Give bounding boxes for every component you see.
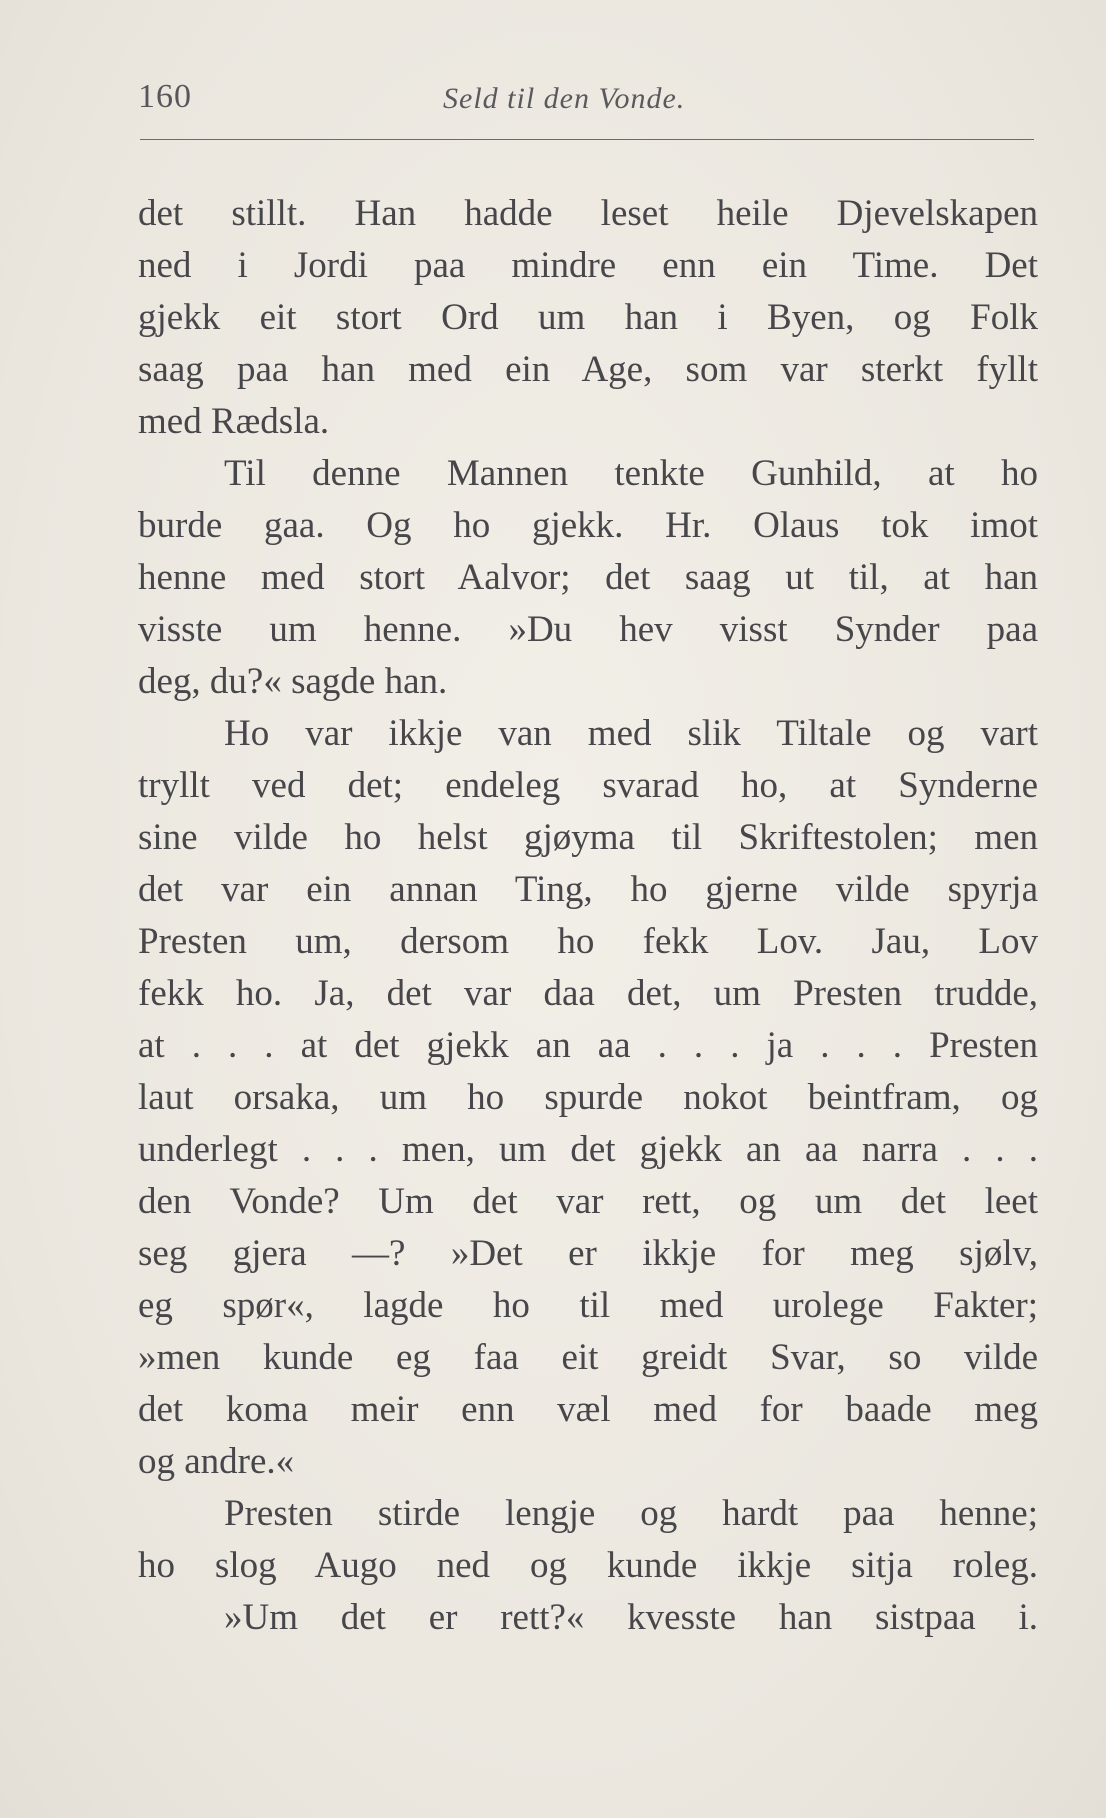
text-line: med Rædsla.	[138, 401, 330, 442]
text-line: og andre.«	[138, 1441, 295, 1482]
text-line: underlegt . . . men, um det gjekk an aa narra . . .	[138, 1129, 1038, 1170]
text-line: laut orsaka, um ho spurde nokot beintfram, og	[138, 1077, 1038, 1118]
running-title: Seld til den Vonde.	[443, 82, 686, 115]
text-line: henne med stort Aalvor; det saag ut til, at han	[138, 557, 1038, 598]
text-line: det stillt. Han hadde leset heile Djevelskapen	[138, 193, 1038, 234]
page-header	[138, 70, 1038, 120]
text-line: deg, du?« sagde han.	[138, 661, 448, 702]
text-line: Presten um, dersom ho fekk Lov. Jau, Lov	[138, 921, 1038, 962]
page-number: 160	[138, 78, 192, 115]
text-line: det var ein annan Ting, ho gjerne vilde spyrja	[138, 869, 1038, 910]
text-line: ned i Jordi paa mindre enn ein Time. Det	[138, 245, 1038, 286]
text-line: tryllt ved det; endeleg svarad ho, at Synderne	[138, 765, 1038, 806]
text-line: seg gjera —? »Det er ikkje for meg sjølv,	[138, 1233, 1038, 1274]
text-line: fekk ho. Ja, det var daa det, um Presten trudde,	[138, 973, 1038, 1014]
text-line: at . . . at det gjekk an aa . . . ja . . . Presten	[138, 1025, 1038, 1066]
text-line: Til denne Mannen tenkte Gunhild, at ho	[224, 453, 1038, 494]
text-line: Ho var ikkje van med slik Tiltale og vart	[224, 713, 1038, 754]
text-line: den Vonde? Um det var rett, og um det leet	[138, 1181, 1038, 1222]
text-line: visste um henne. »Du hev visst Synder paa	[138, 609, 1038, 650]
text-line: »Um det er rett?« kvesste han sistpaa i.	[224, 1597, 1038, 1638]
text-line: »men kunde eg faa eit greidt Svar, so vilde	[138, 1337, 1038, 1378]
text-line: burde gaa. Og ho gjekk. Hr. Olaus tok imot	[138, 505, 1038, 546]
body-text	[138, 188, 1038, 1644]
text-line: saag paa han med ein Age, som var sterkt fyllt	[138, 349, 1038, 390]
header-rule	[140, 139, 1034, 140]
text-line: Presten stirde lengje og hardt paa henne;	[224, 1493, 1038, 1534]
text-line: ho slog Augo ned og kunde ikkje sitja roleg.	[138, 1545, 1038, 1586]
text-line: eg spør«, lagde ho til med urolege Fakter;	[138, 1285, 1038, 1326]
text-line: det koma meir enn væl med for baade meg	[138, 1389, 1038, 1430]
text-line: sine vilde ho helst gjøyma til Skriftestolen; men	[138, 817, 1038, 858]
text-line: gjekk eit stort Ord um han i Byen, og Folk	[138, 297, 1038, 338]
